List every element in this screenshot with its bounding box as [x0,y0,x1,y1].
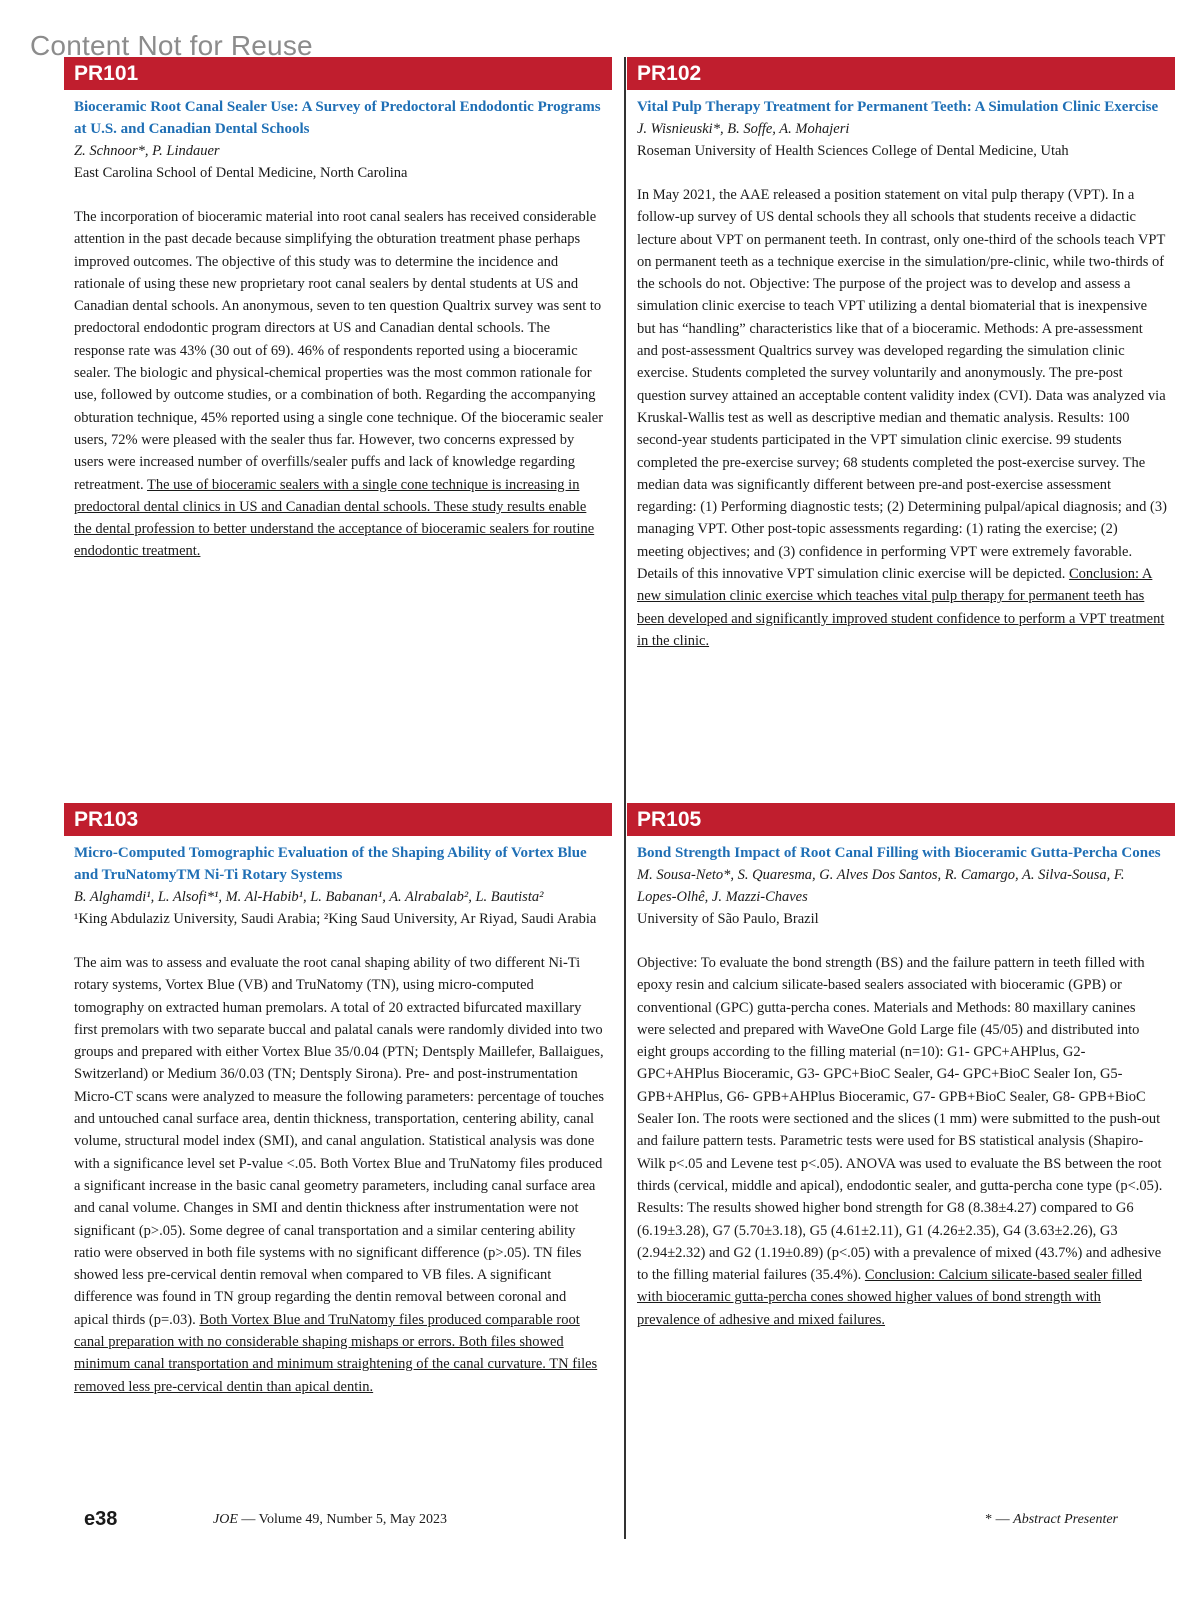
abstract-body [74,952,604,1398]
abstract-pr101 [64,57,612,563]
abstract-body [637,184,1167,652]
abstract-title: Bond Strength Impact of Root Canal Filling with Bioceramic Gutta-Percha Cones [637,845,1161,861]
abstract-id-bar: PR103 [64,803,612,836]
abstract-body [637,952,1167,1331]
abstract-conclusion: Conclusion: Calcium silicate-based sealer filled with bioceramic gutta-percha cones showed higher values of bond strength with prevalence of adhesive and mixed failures. [637,1267,1142,1328]
abstract-affiliation: ¹King Abdulaziz University, Saudi Arabia; ²King Saud University, Ar Riyad, Saudi Arabia [74,911,597,927]
watermark-text: Content Not for Reuse [30,30,313,61]
abstract-pr105 [627,803,1175,1331]
abstract-text: Objective: To evaluate the bond strength (BS) and the failure pattern in teeth filled with epoxy resin and calcium silicate-based sealers associated with bioceramic (GPB) or conventional (GPC) gutta-percha cones. Materials and Methods: 80 maxillary canines were selected and prepared with WaveOne Gold Large file (45/05) and distributed into eight groups according to the filling material (n=10): G1- GPC+AHPlus, G2- GPC+AHPlus Bioceramic, G3- GPC+BioC Sealer, G4- GPC+BioC Sealer Ion, G5- GPB+AHPlus, G6- GPB+AHPlus Bioceramic, G7- GPB+BioC Sealer, G8- GPB+BioC Sealer Ion. The roots were sectioned and the slices (1 mm) were submitted to the push-out and failure pattern tests. Parametric tests were used for BS statistical analysis (Shapiro-Wilk p<.05 and Levene test p<.05). ANOVA was used to evaluate the BS between the root thirds (cervical, middle and apical), endodontic sealer, and gutta-percha cone type (p<.05). Results: The results showed higher bond strength for G8 (8.38±4.27) compared to G6 (6.19±3.28), G7 (5.70±3.18), G5 (4.61±2.11), G1 (4.26±2.35), G4 (3.63±2.26), G3 (2.94±2.32) and G2 (1.19±0.89) (p<.05) with a prevalence of mixed (43.7%) and adhesive to the filling material failures (35.4%). [637,955,1163,1284]
abstract-id-bar: PR101 [64,57,612,90]
journal-name: JOE [213,1512,238,1527]
abstract-id-bar: PR102 [627,57,1175,90]
abstract-affiliation: Roseman University of Health Sciences College of Dental Medicine, Utah [637,143,1069,159]
abstract-page [64,57,1167,1539]
abstract-id-bar: PR105 [627,803,1175,836]
journal-citation [213,1512,447,1528]
abstract-title: Bioceramic Root Canal Sealer Use: A Survey of Predoctoral Endodontic Programs at U.S. and Canadian Dental Schools [74,99,601,137]
abstract-title: Micro-Computed Tomographic Evaluation of the Shaping Ability of Vortex Blue and TruNatomyTM Ni-Ti Rotary Systems [74,845,587,883]
presenter-legend [985,1512,1118,1528]
abstract-affiliation: East Carolina School of Dental Medicine, North Carolina [74,165,408,181]
abstract-authors: M. Sousa-Neto*, S. Quaresma, G. Alves Dos Santos, R. Camargo, A. Silva-Sousa, F. Lopes-Olhê, J. Mazzi-Chaves [637,867,1125,905]
abstract-pr103 [64,803,612,1398]
abstract-conclusion: Conclusion: A new simulation clinic exercise which teaches vital pulp therapy for permanent teeth has been developed and significantly improved student confidence to perform a VPT treatment in the clinic. [637,566,1165,649]
presenter-mark: * — [985,1512,1014,1527]
abstract-title: Vital Pulp Therapy Treatment for Permanent Teeth: A Simulation Clinic Exercise [637,99,1159,115]
abstract-authors: B. Alghamdi¹, L. Alsofi*¹, M. Al-Habib¹, L. Babanan¹, A. Alrabalab², L. Bautista² [74,889,544,905]
abstract-pr102 [627,57,1175,652]
page-footer [0,1508,1200,1538]
page-number: e38 [84,1508,118,1530]
abstract-text: The incorporation of bioceramic material into root canal sealers has received considerable attention in the past decade because simplifying the obturation treatment phase perhaps improved outcomes. The objective of this study was to determine the incidence and rationale of using these new proprietary root canal sealers by dental students at US and Canadian dental schools. An anonymous, seven to ten question Qualtrix survey was sent to predoctoral endodontic program directors at US and Canadian dental schools. The response rate was 43% (30 out of 69). 46% of respondents reported using a bioceramic sealer. The biologic and physical-chemical properties was the most common rationale for use, followed by outcome studies, or a combination of both. Regarding the accompanying obturation technique, 45% reported using a single cone technique. Of the bioceramic sealer users, 72% were pleased with the sealer thus far. However, two concerns expressed by users were increased number of overfills/sealer puffs and lack of knowledge regarding retreatment. [74,209,604,493]
column-divider [624,57,626,1539]
abstract-affiliation: University of São Paulo, Brazil [637,911,819,927]
abstract-conclusion: The use of bioceramic sealers with a single cone technique is increasing in predoctoral dental clinics in US and Canadian dental schools. These study results enable the dental profession to better understand the acceptance of bioceramic sealers for routine endodontic treatment. [74,476,595,560]
abstract-text: The aim was to assess and evaluate the root canal shaping ability of two different Ni-Ti rotary systems, Vortex Blue (VB) and TruNatomy (TN), using micro-computed tomography on extracted human premolars. A total of 20 extracted bifurcated maxillary first premolars with two separate buccal and palatal canals were randomly divided into two groups and prepared with either Vortex Blue 35/0.04 (PTN; Dentsply Maillefer, Ballaigues, Switzerland) or Medium 36/0.03 (TN; Dentsply Sirona). Pre- and post-instrumentation Micro-CT scans were analyzed to measure the following parameters: percentage of touches and untouched canal surface area, dentin thickness, transportation, centering ability, canal volume, structural model index (SMI), and canal angulation. Statistical analysis was done with a significance level set P-value <.05. Both Vortex Blue and TruNatomy files produced a significant increase in the basic canal geometry parameters, including canal surface area and canal volume. Changes in SMI and dentin thickness after instrumentation were not significant (p>.05). Some degree of canal transportation and a similar centering ability ratio were observed in both file systems with no significant difference (p>.05). TN files showed less pre-cervical dentin removal when compared to VB files. A significant difference was found in TN group regarding the dentin removal between coronal and apical thirds (p=.03). [74,955,604,1328]
presenter-label: Abstract Presenter [1013,1512,1118,1527]
abstract-text: In May 2021, the AAE released a position statement on vital pulp therapy (VPT). In a follow-up survey of US dental schools they all schools that students receive a didactic lecture about VPT on permanent teeth. In contrast, only one-third of the schools teach VPT on permanent teeth as a technique exercise in the simulation/pre-clinic, while two-thirds of the schools do not. Objective: The purpose of the project was to develop and assess a simulation clinic exercise to teach VPT utilizing a dental biomaterial that is inexpensive but has “handling” characteristics like that of a bioceramic. Methods: A pre-assessment and post-assessment Qualtrics survey was developed regarding the simulation clinic exercise. Students completed the survey voluntarily and anonymously. The pre-post question survey attained an acceptable content validity index (CVI). Data was analyzed via Kruskal-Wallis test as well as descriptive median and thematic analysis. Results: 100 second-year students participated in the VPT simulation clinic exercise. 99 students completed the pre-exercise survey; 68 students completed the post-exercise survey. The median data was significantly different between pre-and post-exercise assessment regarding: (1) Performing diagnostic tests; (2) Determining pulpal/apical diagnosis; and (3) managing VPT. Other post-topic assessments regarding: (1) rating the exercise; (2) meeting objectives; and (3) confidence in performing VPT were extremely favorable. Details of this innovative VPT simulation clinic exercise will be depicted. [637,187,1167,583]
abstract-authors: Z. Schnoor*, P. Lindauer [74,143,220,159]
journal-issue: — Volume 49, Number 5, May 2023 [237,1512,447,1527]
abstract-conclusion: Both Vortex Blue and TruNatomy files produced comparable root canal preparation with no considerable shaping mishaps or errors. Both files showed minimum canal transportation and minimum straightening of the canal curvature. TN files removed less pre-cervical dentin than apical dentin. [74,1311,598,1395]
abstract-body [74,206,604,563]
abstract-authors: J. Wisnieuski*, B. Soffe, A. Mohajeri [637,121,850,137]
